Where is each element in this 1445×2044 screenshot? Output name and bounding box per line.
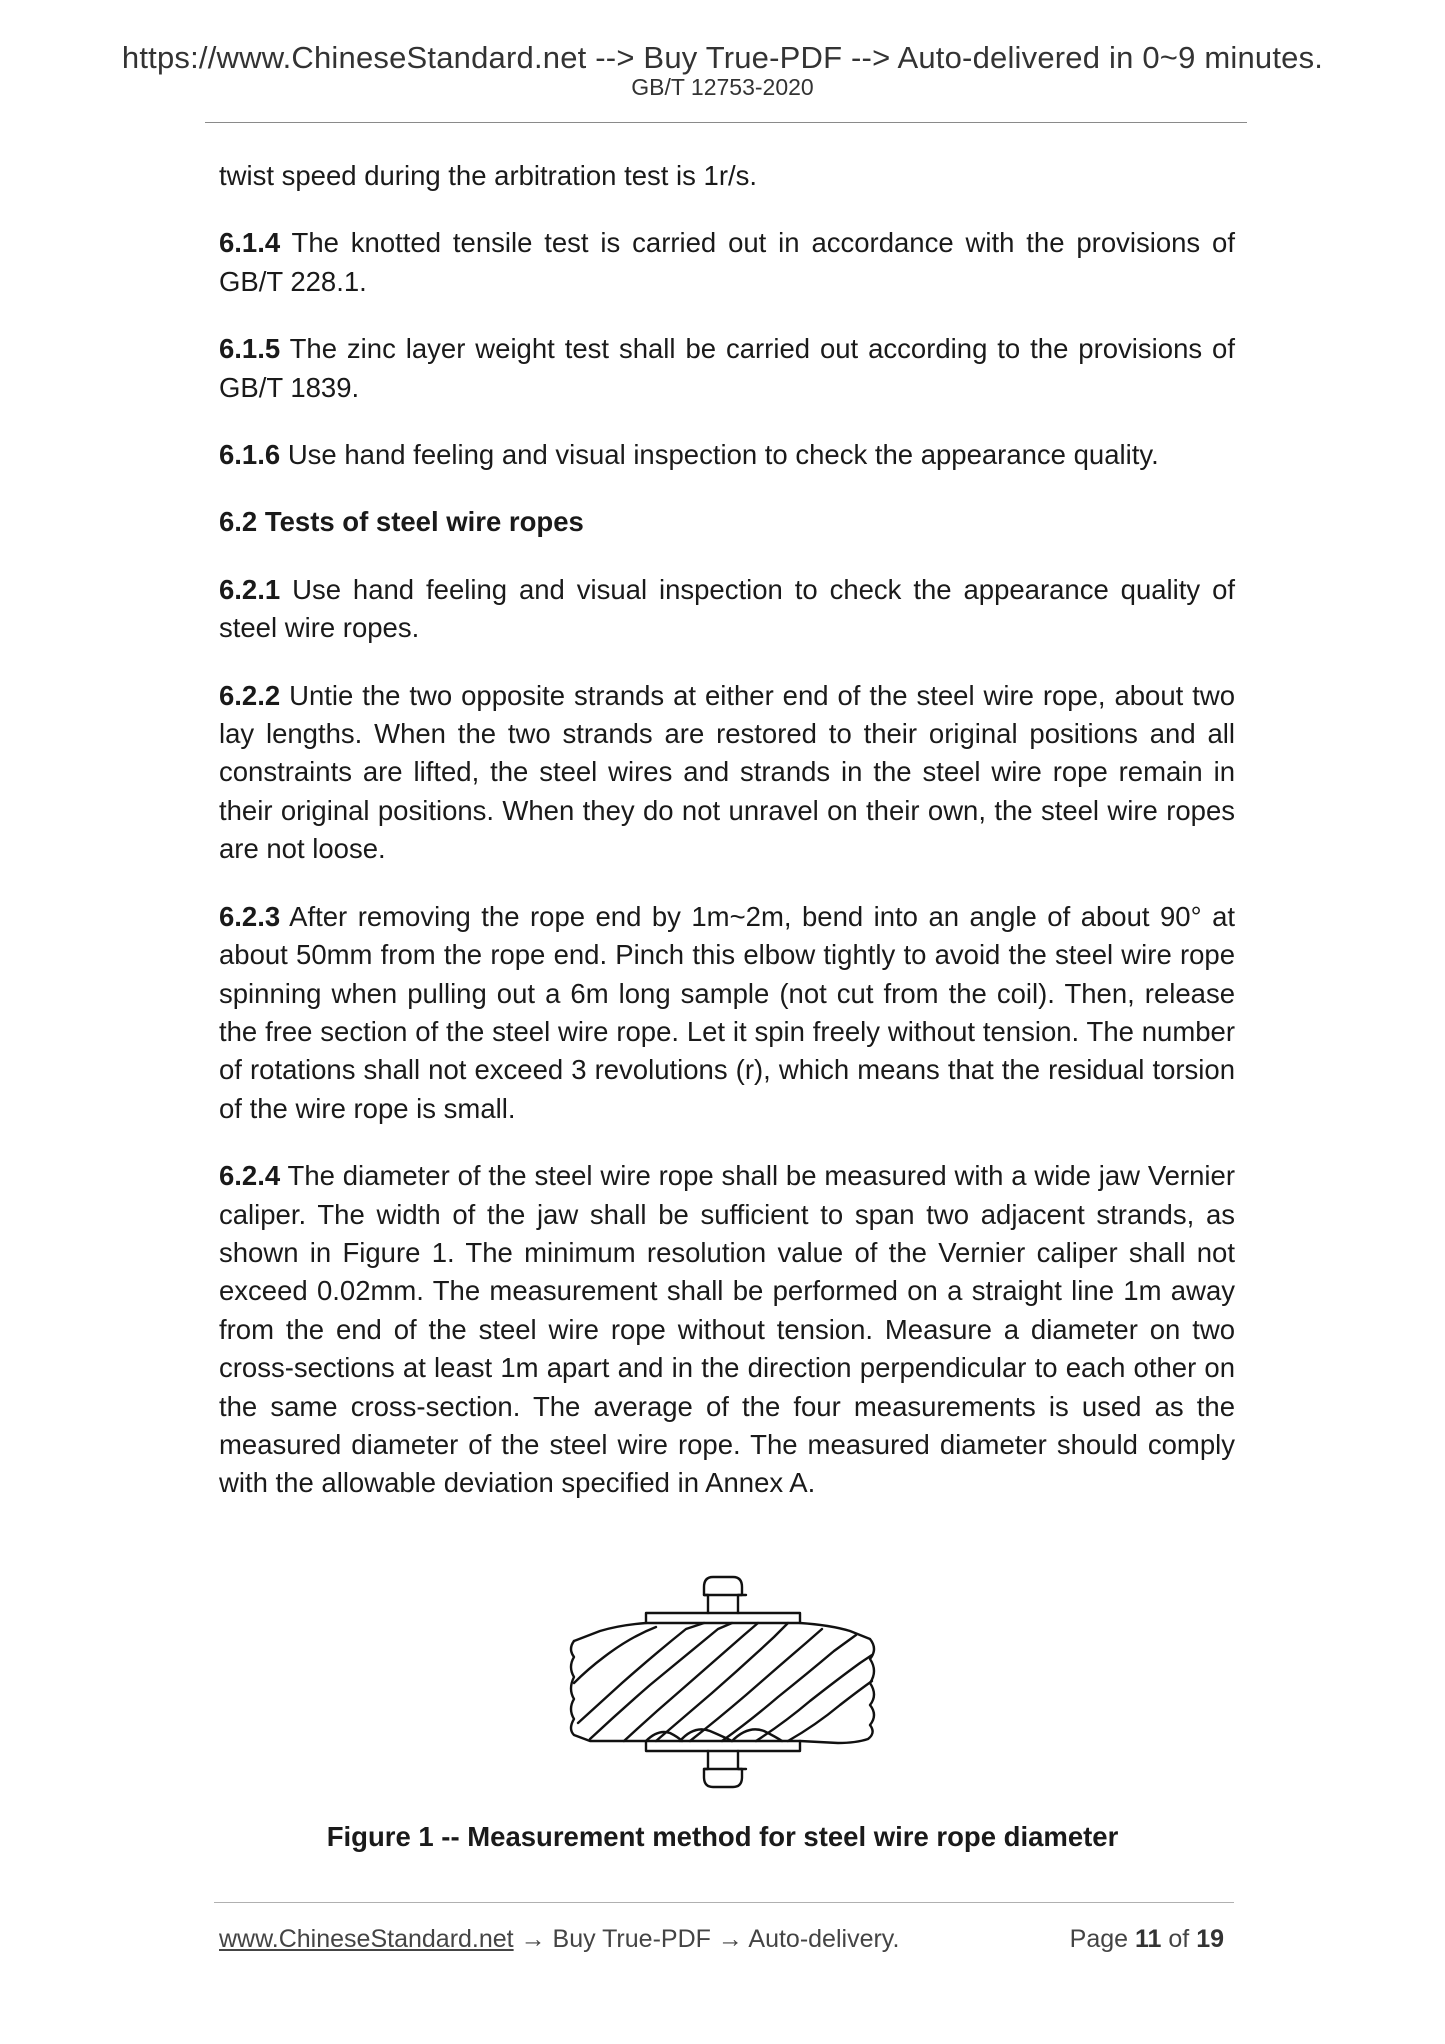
- upper-caliper-jaw: [646, 1613, 800, 1623]
- clause-6-1-6: [219, 436, 1235, 474]
- clause-6-2-4: [219, 1157, 1235, 1503]
- rope-strand: [690, 1629, 822, 1741]
- paragraph-text: twist speed during the arbitration test is 1r/s.: [219, 160, 758, 191]
- page-of-label: of: [1168, 1925, 1190, 1953]
- clause-text: The knotted tensile test is carried out in accordance with the provisions of GB/T 228.1.: [219, 227, 1235, 297]
- rope-strand: [590, 1623, 732, 1739]
- clause-number: 6.2.3: [219, 900, 281, 932]
- rope-strand: [788, 1681, 872, 1741]
- clause-text: After removing the rope end by 1m~2m, bend into an angle of about 90° at about 50mm from the rope end. Pinch this elbow tightly to avoid the steel wire rope spinning when pulling out a 6m long sample (not cut from the coil). Then, release the free section of the steel wire rope. Let it spin freely without tension. The number of rotations shall not exceed 3 revolutions (r), which means that the residual torsion of the wire rope is small.: [219, 900, 1235, 1124]
- site-link[interactable]: www.ChineseStandard.net: [219, 1925, 514, 1953]
- page-current: 11: [1134, 1925, 1162, 1953]
- page-indicator: [1070, 1925, 1224, 1954]
- clause-number: 6.2.4: [219, 1160, 281, 1192]
- clause-6-2-1: [219, 571, 1235, 648]
- footer-tagline: → Buy True-PDF → Auto-delivery.: [513, 1925, 900, 1953]
- header-banner: https://www.ChineseStandard.net --> Buy True-PDF --> Auto-delivered in 0~9 minutes.: [121, 40, 1324, 75]
- footer-divider: [214, 1902, 1234, 1903]
- rope-strand: [578, 1623, 704, 1723]
- lower-caliper-jaw: [646, 1741, 800, 1751]
- clause-number: 6.1.6: [219, 439, 281, 471]
- clause-number: 6.1.4: [219, 227, 281, 259]
- rope-strand: [656, 1623, 788, 1741]
- clause-text: The zinc layer weight test shall be carried out according to the provisions of GB/T 1839.: [219, 333, 1235, 403]
- clause-number: 6.2.2: [219, 679, 281, 711]
- clause-6-2-3: [219, 898, 1235, 1128]
- footer-links: [219, 1925, 899, 1954]
- page-total: 19: [1196, 1925, 1224, 1953]
- clause-text: Untie the two opposite strands at either end of the steel wire rope, about two lay lengths. When the two strands are restored to their original positions and all constraints are lifted, the steel wires and strands in the steel wire rope remain in their original positions. When they do not unravel on their own, the steel wire ropes are not loose.: [219, 679, 1236, 865]
- paragraph-continued: [219, 157, 1235, 195]
- clause-number: 6.1.5: [219, 333, 281, 365]
- rope-strand: [624, 1623, 758, 1741]
- clause-text: Use hand feeling and visual inspection to check the appearance quality of steel wire ropes.: [219, 573, 1236, 644]
- standard-code: GB/T 12753-2020: [631, 74, 814, 100]
- rope-outline: [571, 1641, 646, 1741]
- clause-6-2-2: [219, 677, 1235, 869]
- figure-1-diagram: [560, 1573, 880, 1793]
- section-heading-text: 6.2 Tests of steel wire ropes: [219, 506, 584, 538]
- clause-6-1-5: [219, 330, 1235, 407]
- clause-number: 6.2.1: [219, 573, 281, 605]
- wire-rope-caliper-drawing: [560, 1573, 880, 1793]
- header-divider: [205, 122, 1247, 123]
- page-label: Page: [1069, 1925, 1129, 1953]
- section-heading-6-2: [219, 503, 1235, 541]
- rope-strand: [722, 1635, 856, 1741]
- clause-text: The diameter of the steel wire rope shall be measured with a wide jaw Vernier caliper. The width of the jaw shall be sufficient to span two adjacent strands, as shown in Figure 1. The minimum resolution value of the Vernier caliper shall not exceed 0.02mm. The measurement shall be performed on a straight line 1m away from the end of the steel wire rope without tension. Measure a diameter on two cross-sections at least 1m apart and in the direction perpendicular to each other on the same cross-section. The average of the four measurements is used as the measured diameter of the steel wire rope. The measured diameter should comply with the allowable deviation specified in Annex A.: [219, 1160, 1235, 1499]
- clause-6-1-4: [219, 224, 1235, 301]
- clause-text: Use hand feeling and visual inspection to check the appearance quality.: [287, 439, 1159, 471]
- figure-caption: Figure 1 -- Measurement method for steel wire rope diameter: [326, 1821, 1119, 1852]
- document-body: [219, 157, 1235, 1532]
